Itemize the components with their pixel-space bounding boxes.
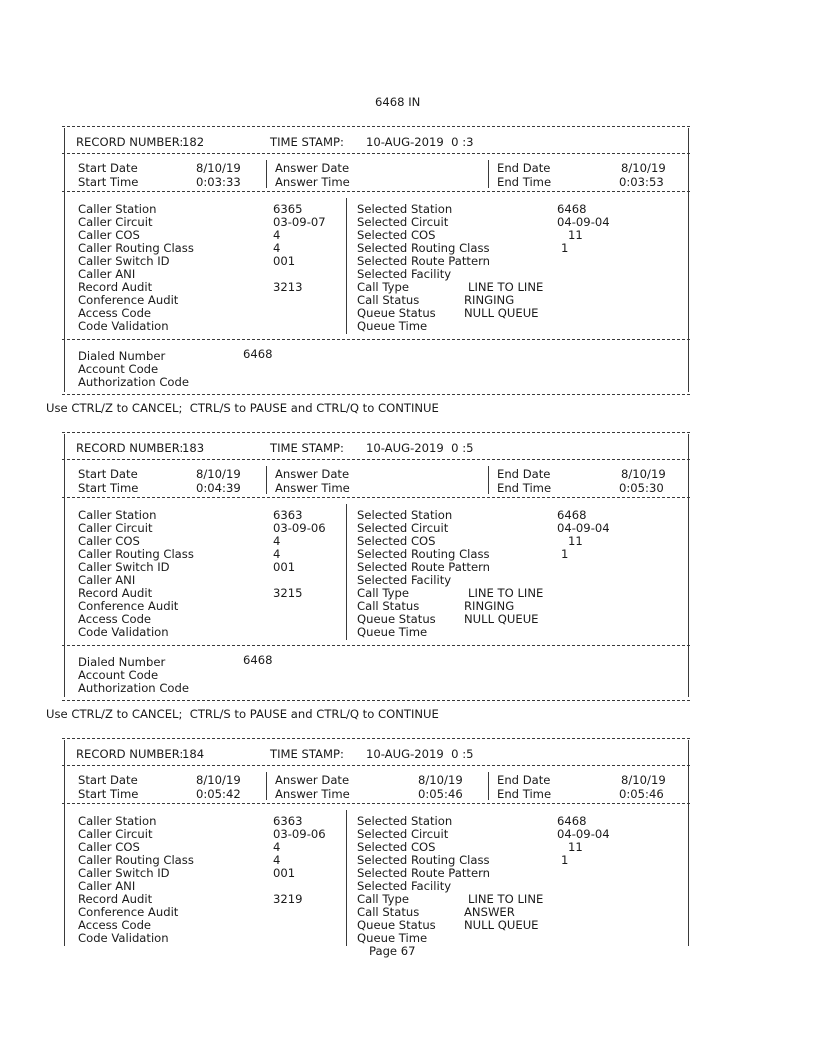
record-divider (62, 765, 690, 766)
call-status-value: ANSWER (464, 905, 515, 919)
end-date-label: End Date (497, 161, 551, 175)
caller-cos-label: Caller COS (78, 228, 140, 242)
queue-status-value: NULL QUEUE (464, 918, 539, 932)
authorization-code-label: Authorization Code (78, 375, 190, 389)
caller-switch-id-label: Caller Switch ID (78, 560, 170, 574)
queue-time-label: Queue Time (357, 625, 428, 639)
caller-ani-label: Caller ANI (78, 879, 136, 893)
record-audit-value: 3215 (273, 586, 303, 600)
selected-circuit-label: Selected Circuit (357, 215, 449, 229)
caller-routing-class-label: Caller Routing Class (78, 853, 194, 867)
start-date-label: Start Date (78, 773, 138, 787)
selected-station-value: 6468 (557, 202, 587, 216)
answer-time-label: Answer Time (275, 787, 350, 801)
answer-time-value: 0:05:46 (418, 787, 463, 801)
conference-audit-label: Conference Audit (78, 599, 179, 613)
selected-cos-label: Selected COS (357, 840, 436, 854)
record-divider (62, 126, 690, 127)
record-divider (62, 339, 690, 340)
caller-cos-value: 4 (273, 840, 281, 854)
caller-routing-class-value: 4 (273, 547, 281, 561)
queue-time-label: Queue Time (357, 319, 428, 333)
record-number-value: 184 (182, 747, 205, 761)
selected-route-pattern-label: Selected Route Pattern (357, 254, 490, 268)
record-divider (62, 738, 690, 739)
start-time-value: 0:05:42 (196, 787, 241, 801)
column-separator (488, 466, 489, 494)
selected-facility-label: Selected Facility (357, 267, 452, 281)
account-code-label: Account Code (78, 362, 159, 376)
access-code-label: Access Code (78, 612, 152, 626)
dialed-number-value: 6468 (243, 347, 273, 361)
start-date-value: 8/10/19 (196, 467, 241, 481)
selected-station-value: 6468 (557, 508, 587, 522)
selected-cos-value: 11 (568, 840, 583, 854)
control-prompt: Use CTRL/Z to CANCEL; CTRL/S to PAUSE and CTRL/Q to CONTINUE (46, 401, 439, 415)
start-date-value: 8/10/19 (196, 161, 241, 175)
time-stamp-label: TIME STAMP: (270, 135, 344, 149)
end-date-value: 8/10/19 (621, 467, 666, 481)
record-divider (62, 459, 690, 460)
selected-cos-value: 11 (568, 534, 583, 548)
queue-status-label: Queue Status (357, 918, 436, 932)
caller-circuit-label: Caller Circuit (78, 827, 153, 841)
time-stamp-label: TIME STAMP: (270, 747, 344, 761)
selected-cos-label: Selected COS (357, 228, 436, 242)
selected-route-pattern-label: Selected Route Pattern (357, 560, 490, 574)
answer-date-label: Answer Date (275, 773, 350, 787)
selected-facility-label: Selected Facility (357, 879, 452, 893)
start-date-label: Start Date (78, 467, 138, 481)
access-code-label: Access Code (78, 918, 152, 932)
caller-routing-class-label: Caller Routing Class (78, 241, 194, 255)
time-stamp-value: 10-AUG-2019 0 :5 (366, 441, 474, 455)
queue-status-label: Queue Status (357, 612, 436, 626)
dialed-number-label: Dialed Number (78, 349, 166, 363)
selected-circuit-value: 04-09-04 (557, 521, 610, 535)
dialed-number-value: 6468 (243, 653, 273, 667)
authorization-code-label: Authorization Code (78, 681, 190, 695)
end-time-label: End Time (497, 787, 552, 801)
answer-date-label: Answer Date (275, 161, 350, 175)
end-time-label: End Time (497, 175, 552, 189)
caller-ani-label: Caller ANI (78, 267, 136, 281)
column-separator (346, 810, 347, 946)
end-time-value: 0:03:53 (619, 175, 664, 189)
conference-audit-label: Conference Audit (78, 293, 179, 307)
caller-station-label: Caller Station (78, 202, 157, 216)
caller-routing-class-value: 4 (273, 241, 281, 255)
caller-switch-id-value: 001 (273, 866, 296, 880)
call-status-label: Call Status (357, 599, 420, 613)
record-border-right (688, 128, 689, 392)
caller-cos-label: Caller COS (78, 840, 140, 854)
selected-circuit-value: 04-09-04 (557, 215, 610, 229)
record-divider (62, 191, 690, 192)
conference-audit-label: Conference Audit (78, 905, 179, 919)
record-border-left (64, 434, 65, 697)
answer-time-label: Answer Time (275, 481, 350, 495)
selected-circuit-label: Selected Circuit (357, 521, 449, 535)
call-status-value: RINGING (464, 599, 515, 613)
answer-date-value: 8/10/19 (418, 773, 463, 787)
call-type-value: LINE TO LINE (468, 280, 544, 294)
record-border-right (688, 740, 689, 946)
caller-circuit-label: Caller Circuit (78, 521, 153, 535)
caller-switch-id-value: 001 (273, 560, 296, 574)
selected-routing-class-value: 1 (561, 241, 569, 255)
record-divider (62, 394, 690, 395)
selected-routing-class-label: Selected Routing Class (357, 853, 490, 867)
caller-switch-id-value: 001 (273, 254, 296, 268)
record-divider (62, 803, 690, 804)
record-divider (62, 497, 690, 498)
page-number: Page 67 (369, 944, 416, 958)
record-border-left (64, 740, 65, 946)
end-date-label: End Date (497, 773, 551, 787)
code-validation-label: Code Validation (78, 319, 169, 333)
time-stamp-value: 10-AUG-2019 0 :3 (366, 135, 474, 149)
start-time-label: Start Time (78, 175, 139, 189)
record-divider (62, 153, 690, 154)
queue-status-value: NULL QUEUE (464, 612, 539, 626)
page-title: 6468 IN (375, 95, 421, 109)
record-number-value: 183 (182, 441, 205, 455)
caller-circuit-value: 03-09-06 (273, 521, 326, 535)
answer-date-label: Answer Date (275, 467, 350, 481)
start-time-value: 0:04:39 (196, 481, 241, 495)
answer-time-label: Answer Time (275, 175, 350, 189)
selected-station-label: Selected Station (357, 508, 453, 522)
selected-route-pattern-label: Selected Route Pattern (357, 866, 490, 880)
call-type-label: Call Type (357, 280, 409, 294)
caller-station-label: Caller Station (78, 814, 157, 828)
time-stamp-label: TIME STAMP: (270, 441, 344, 455)
caller-circuit-value: 03-09-06 (273, 827, 326, 841)
caller-switch-id-label: Caller Switch ID (78, 254, 170, 268)
record-audit-label: Record Audit (78, 280, 153, 294)
record-divider (62, 700, 690, 701)
call-type-label: Call Type (357, 586, 409, 600)
account-code-label: Account Code (78, 668, 159, 682)
selected-routing-class-value: 1 (561, 853, 569, 867)
start-time-label: Start Time (78, 787, 139, 801)
record-audit-value: 3219 (273, 892, 303, 906)
end-date-label: End Date (497, 467, 551, 481)
end-date-value: 8/10/19 (621, 773, 666, 787)
column-separator (266, 466, 267, 494)
caller-circuit-value: 03-09-07 (273, 215, 326, 229)
selected-station-label: Selected Station (357, 814, 453, 828)
selected-cos-value: 11 (568, 228, 583, 242)
record-audit-label: Record Audit (78, 892, 153, 906)
caller-cos-value: 4 (273, 228, 281, 242)
caller-station-label: Caller Station (78, 508, 157, 522)
start-time-value: 0:03:33 (196, 175, 241, 189)
selected-circuit-value: 04-09-04 (557, 827, 610, 841)
queue-status-label: Queue Status (357, 306, 436, 320)
caller-station-value: 6365 (273, 202, 303, 216)
column-separator (488, 772, 489, 800)
record-divider (62, 645, 690, 646)
code-validation-label: Code Validation (78, 625, 169, 639)
caller-station-value: 6363 (273, 814, 303, 828)
start-date-label: Start Date (78, 161, 138, 175)
record-number-label: RECORD NUMBER: (76, 441, 184, 455)
call-status-label: Call Status (357, 905, 420, 919)
column-separator (346, 198, 347, 334)
column-separator (346, 504, 347, 640)
end-time-value: 0:05:30 (619, 481, 664, 495)
caller-switch-id-label: Caller Switch ID (78, 866, 170, 880)
selected-station-label: Selected Station (357, 202, 453, 216)
caller-cos-label: Caller COS (78, 534, 140, 548)
call-status-value: RINGING (464, 293, 515, 307)
selected-routing-class-label: Selected Routing Class (357, 241, 490, 255)
time-stamp-value: 10-AUG-2019 0 :5 (366, 747, 474, 761)
end-date-value: 8/10/19 (621, 161, 666, 175)
record-audit-label: Record Audit (78, 586, 153, 600)
record-border-left (64, 128, 65, 392)
caller-routing-class-value: 4 (273, 853, 281, 867)
selected-cos-label: Selected COS (357, 534, 436, 548)
queue-status-value: NULL QUEUE (464, 306, 539, 320)
record-divider (62, 432, 690, 433)
dialed-number-label: Dialed Number (78, 655, 166, 669)
call-type-value: LINE TO LINE (468, 892, 544, 906)
queue-time-label: Queue Time (357, 931, 428, 945)
selected-station-value: 6468 (557, 814, 587, 828)
access-code-label: Access Code (78, 306, 152, 320)
record-number-label: RECORD NUMBER: (76, 747, 184, 761)
selected-routing-class-value: 1 (561, 547, 569, 561)
record-audit-value: 3213 (273, 280, 303, 294)
call-status-label: Call Status (357, 293, 420, 307)
code-validation-label: Code Validation (78, 931, 169, 945)
column-separator (488, 160, 489, 188)
caller-cos-value: 4 (273, 534, 281, 548)
call-type-label: Call Type (357, 892, 409, 906)
record-number-value: 182 (182, 135, 205, 149)
caller-circuit-label: Caller Circuit (78, 215, 153, 229)
end-time-value: 0:05:46 (619, 787, 664, 801)
record-border-right (688, 434, 689, 697)
end-time-label: End Time (497, 481, 552, 495)
selected-circuit-label: Selected Circuit (357, 827, 449, 841)
call-type-value: LINE TO LINE (468, 586, 544, 600)
selected-routing-class-label: Selected Routing Class (357, 547, 490, 561)
caller-station-value: 6363 (273, 508, 303, 522)
column-separator (266, 160, 267, 188)
start-time-label: Start Time (78, 481, 139, 495)
selected-facility-label: Selected Facility (357, 573, 452, 587)
caller-routing-class-label: Caller Routing Class (78, 547, 194, 561)
record-number-label: RECORD NUMBER: (76, 135, 184, 149)
caller-ani-label: Caller ANI (78, 573, 136, 587)
column-separator (266, 772, 267, 800)
control-prompt: Use CTRL/Z to CANCEL; CTRL/S to PAUSE and CTRL/Q to CONTINUE (46, 707, 439, 721)
start-date-value: 8/10/19 (196, 773, 241, 787)
